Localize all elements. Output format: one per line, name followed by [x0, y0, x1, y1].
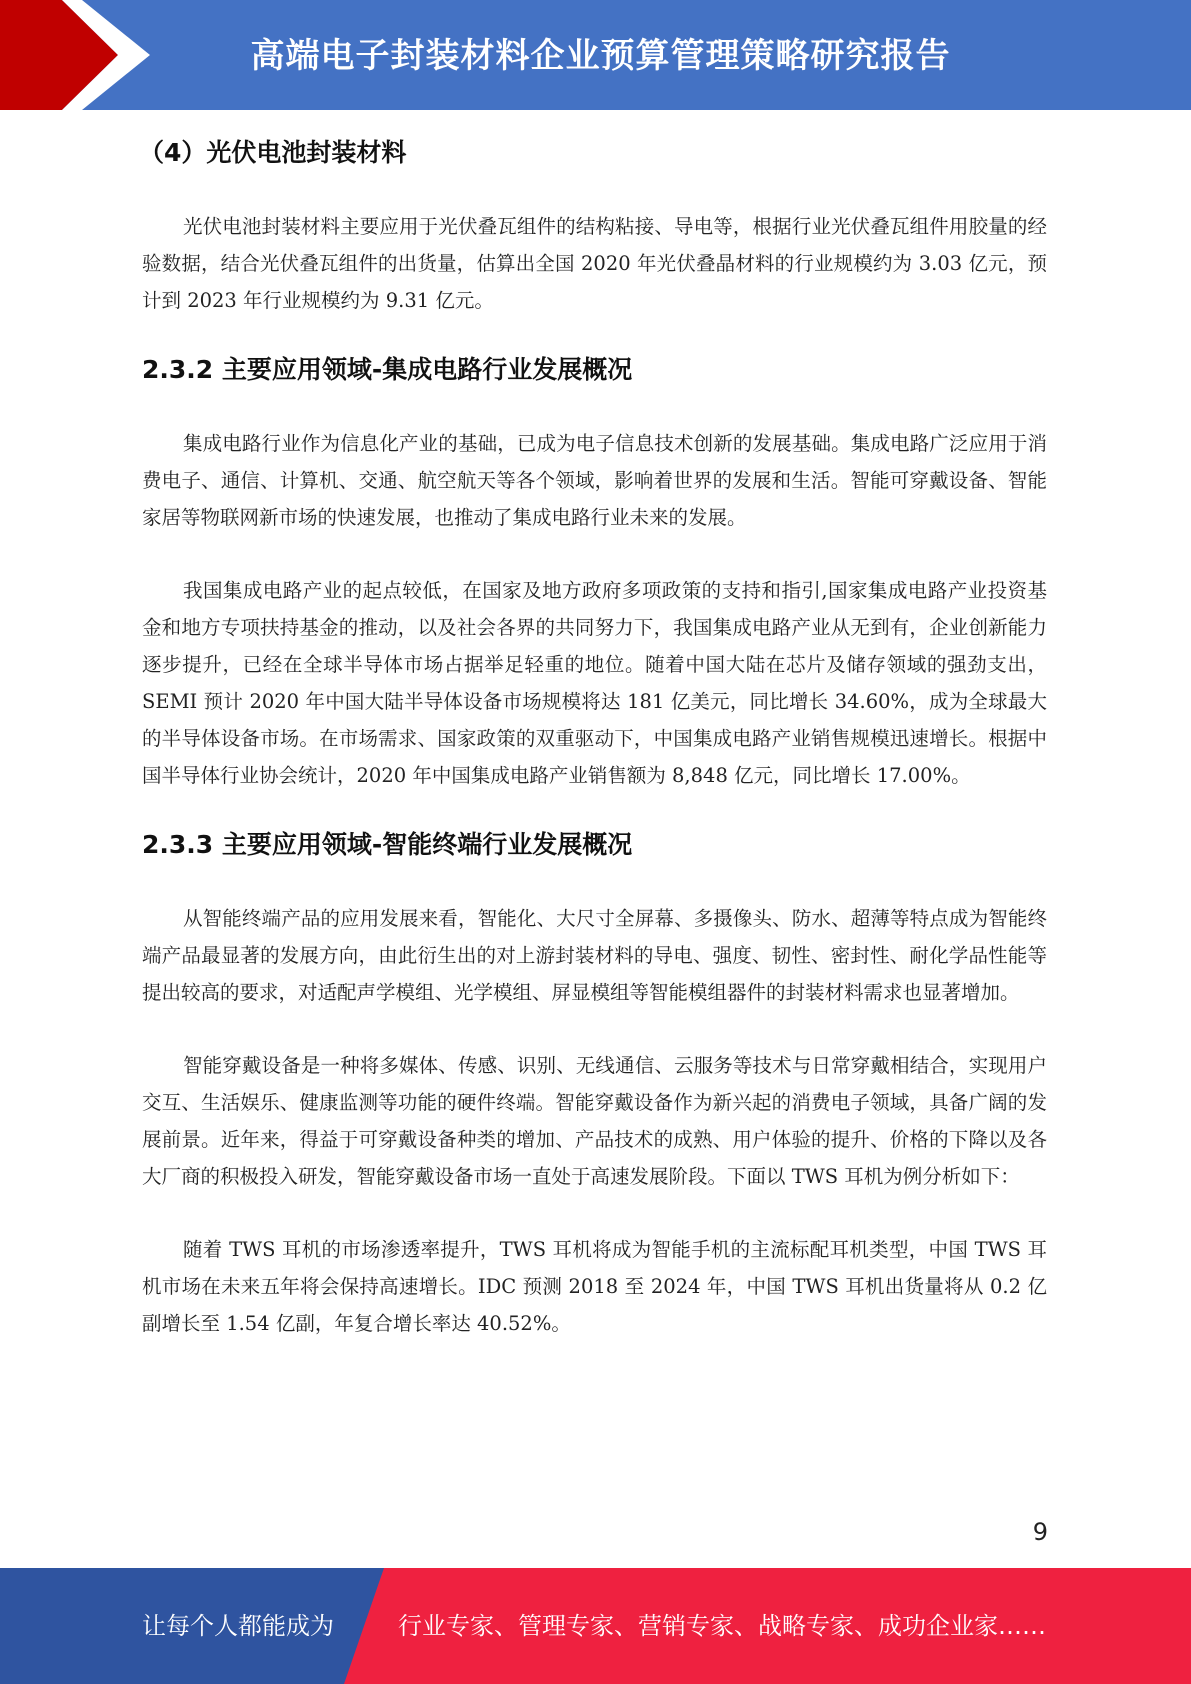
footer-slogan-left: 让每个人都能成为 [142, 1612, 334, 1640]
section-heading-ic: 2.3.2 主要应用领域-集成电路行业发展概况 [142, 355, 633, 384]
report-title: 高端电子封装材料企业预算管理策略研究报告 [250, 35, 951, 76]
subsection-heading-pv: （4）光伏电池封装材料 [139, 138, 407, 167]
paragraph: 集成电路行业作为信息化产业的基础，已成为电子信息技术创新的发展基础。集成电路广泛应用于消费电子、通信、计算机、交通、航空航天等各个领域，影响着世界的发展和生活。智能可穿戴设备、智能家居等物联网新市场的快速发展，也推动了集成电路行业未来的发展。 [142, 432, 1047, 529]
paragraph: 随着 TWS 耳机的市场渗透率提升，TWS 耳机将成为智能手机的主流标配耳机类型，中国 TWS 耳机市场在未来五年将会保持高速增长。IDC 预测 2018 至 2024 年，中国 TWS 耳机出货量将从 0.2 亿副增长至 1.54 亿副，年复合增长率达 40.52%。 [142, 1238, 1047, 1335]
page-footer [0, 1568, 1191, 1684]
page-number: 9 [1032, 1518, 1048, 1546]
paragraph: 从智能终端产品的应用发展来看，智能化、大尺寸全屏幕、多摄像头、防水、超薄等特点成为智能终端产品最显著的发展方向，由此衍生出的对上游封装材料的导电、强度、韧性、密封性、耐化学品性能等提出较高的要求，对适配声学模组、光学模组、屏显模组等智能模组器件的封装材料需求也显著增加。 [142, 907, 1047, 1004]
footer-slogan-right: 行业专家、管理专家、营销专家、战略专家、成功企业家…… [398, 1612, 1046, 1640]
page-header [0, 0, 1191, 110]
page-content [139, 118, 1047, 1342]
paragraph: 光伏电池封装材料主要应用于光伏叠瓦组件的结构粘接、导电等，根据行业光伏叠瓦组件用胶量的经验数据，结合光伏叠瓦组件的出货量，估算出全国 2020 年光伏叠晶材料的行业规模约为 3.03 亿元，预计到 2023 年行业规模约为 9.31 亿元。 [142, 215, 1047, 312]
section-heading-smart-terminal: 2.3.3 主要应用领域-智能终端行业发展概况 [142, 830, 633, 859]
paragraph: 我国集成电路产业的起点较低，在国家及地方政府多项政策的支持和指引,国家集成电路产业投资基金和地方专项扶持基金的推动，以及社会各界的共同努力下，我国集成电路产业从无到有，企业创新能力逐步提升，已经在全球半导体市场占据举足轻重的地位。随着中国大陆在芯片及储存领域的强劲支出，SEMI 预计 2020 年中国大陆半导体设备市场规模将达 181 亿美元，同比增长 34.60%，成为全球最大的半导体设备市场。在市场需求、国家政策的双重驱动下，中国集成电路产业销售规模迅速增长。根据中国半导体行业协会统计，2020 年中国集成电路产业销售额为 8,848 亿元，同比增长 17.00%。 [142, 579, 1047, 787]
paragraph: 智能穿戴设备是一种将多媒体、传感、识别、无线通信、云服务等技术与日常穿戴相结合，实现用户交互、生活娱乐、健康监测等功能的硬件终端。智能穿戴设备作为新兴起的消费电子领域，具备广阔的发展前景。近年来，得益于可穿戴设备种类的增加、产品技术的成熟、用户体验的提升、价格的下降以及各大厂商的积极投入研发，智能穿戴设备市场一直处于高速发展阶段。下面以 TWS 耳机为例分析如下： [142, 1054, 1047, 1188]
